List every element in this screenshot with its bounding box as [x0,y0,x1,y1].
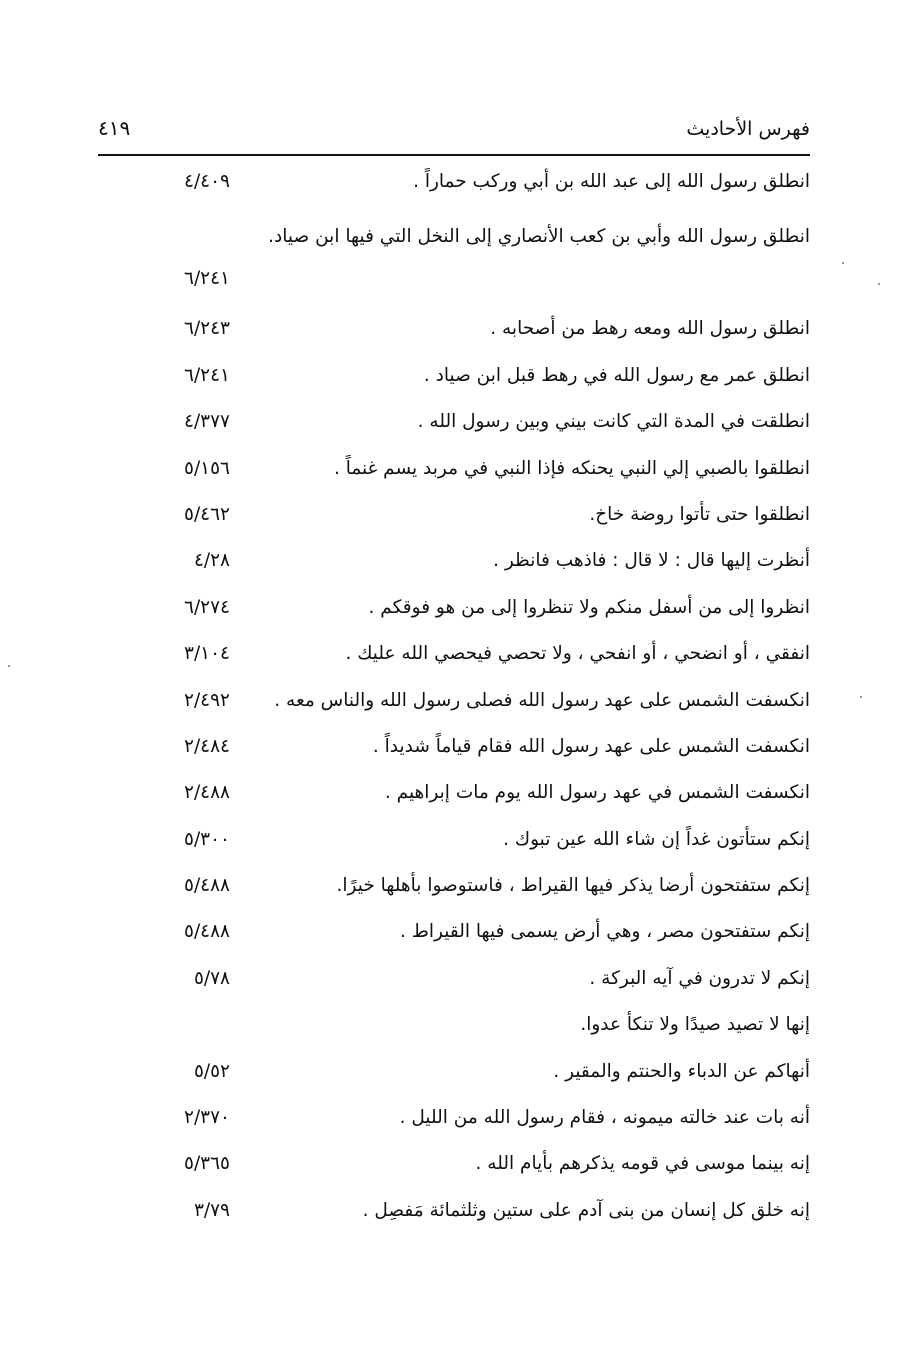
index-entry [160,821,810,867]
hadith-text: إنكم ستفتحون أرضا يذكر فيها القيراط ، فاستوصوا بأهلها خيرًا. [336,875,810,897]
scan-speck [842,262,844,264]
index-entry [160,682,810,728]
index-entry [160,1192,810,1238]
index-entry [160,403,810,449]
hadith-text: انفقي ، أو انضحي ، أو انفحي ، ولا تحصي فيحصي الله عليك . [345,643,810,665]
volume-page-ref: ٥/١٥٦ [184,457,230,479]
hadith-text: إنكم ستفتحون مصر ، وهي أرض يسمى فيها القيراط . [400,921,810,943]
hadith-text: انطلقوا حتى تأتوا روضة خاخ. [589,503,810,525]
hadith-text: انكسفت الشمس على عهد رسول الله فصلى رسول الله والناس معه . [274,689,810,711]
index-entry [160,1145,810,1191]
index-entry [160,960,810,1006]
index-entry [160,357,810,403]
volume-page-ref: ٢/٤٨٨ [184,782,230,804]
hadith-text: انكسفت الشمس على عهد رسول الله فقام قياماً شديداً . [372,735,810,757]
index-entry [160,728,810,774]
hadith-text: إنكم ستأتون غداً إن شاء الله عين تبوك . [503,828,810,850]
volume-page-ref: ٦/٢٤٣ [184,318,230,340]
volume-page-ref: ٥/٤٨٨ [184,875,230,897]
volume-page-ref: ٤/٢٨ [193,550,230,572]
volume-page-ref: ٦/٢٤١ [184,268,230,290]
volume-page-ref: ٤/٣٧٧ [184,411,230,433]
hadith-text: انطلق رسول الله وأبي بن كعب الأنصاري إلى النخل التي فيها ابن صياد. [268,226,810,248]
scan-speck [860,696,862,698]
volume-page-ref: ٢/٣٧٠ [184,1107,230,1129]
volume-page-ref: ٦/٢٤١ [184,364,230,386]
hadith-text: انطلقت في المدة التي كانت بيني وبين رسول الله . [417,411,810,433]
hadith-text: أنظرت إليها قال : لا قال : فاذهب فانظر . [493,550,810,572]
hadith-text: أنه بات عند خالته ميمونه ، فقام رسول الله من الليل . [399,1107,810,1129]
volume-page-ref: ٥/٤٦٢ [184,503,230,525]
volume-page-ref: ٦/٢٧٤ [184,596,230,618]
volume-page-ref: ٥/٥٢ [193,1060,230,1082]
scan-speck [8,665,10,667]
index-entry [160,496,810,542]
index-entry [160,774,810,820]
hadith-text: إنه خلق كل إنسان من بنى آدم على ستين وثلثمائة مَفصِل . [362,1199,810,1221]
volume-page-ref: ٥/٤٨٨ [184,921,230,943]
hadith-index-list [160,163,810,1238]
hadith-text: انطلق عمر مع رسول الله في رهط قبل ابن صياد . [423,364,810,386]
page-number: ٤١٩ [98,116,131,140]
index-entry [160,209,810,310]
header-divider [98,154,810,156]
volume-page-ref: ٢/٤٩٢ [184,689,230,711]
index-entry [160,310,810,356]
index-entry [160,1099,810,1145]
index-entry [160,450,810,496]
hadith-text: أنهاكم عن الدباء والحنتم والمقير . [553,1060,810,1082]
volume-page-ref: ٣/١٠٤ [184,643,230,665]
index-entry [160,913,810,959]
page-header [98,112,810,148]
hadith-text: انطلقوا بالصبي إلي النبي يحنكه فإذا النبي في مربد يسم غنماً . [333,457,810,479]
index-entry [160,542,810,588]
volume-page-ref: ٥/٧٨ [193,967,230,989]
index-entry [160,867,810,913]
scan-speck [878,283,880,285]
volume-page-ref: ٥/٣٠٠ [184,828,230,850]
index-entry [160,635,810,681]
hadith-text: إنه بينما موسى في قومه يذكرهم بأيام الله . [475,1153,810,1175]
volume-page-ref: ٢/٤٨٤ [184,735,230,757]
index-entry [160,163,810,209]
hadith-text: إنها لا تصيد صيدًا ولا تنكأ عدوا. [580,1014,810,1036]
volume-page-ref: ٥/٣٦٥ [184,1153,230,1175]
index-entry [160,1053,810,1099]
index-entry [160,589,810,635]
hadith-text: إنكم لا تدرون في آيه البركة . [589,967,810,989]
volume-page-ref: ٤/٤٠٩ [184,171,230,192]
index-entry [160,1006,810,1052]
hadith-text: انطلق رسول الله إلى عبد الله بن أبي وركب حماراً . [413,171,810,192]
hadith-text: انكسفت الشمس في عهد رسول الله يوم مات إبراهيم . [384,782,810,804]
volume-page-ref: ٣/٧٩ [193,1199,230,1221]
running-title: فهرس الأحاديث [686,118,810,140]
hadith-text: انطلق رسول الله ومعه رهط من أصحابه . [490,318,810,340]
hadith-text: انظروا إلى من أسفل منكم ولا تنظروا إلى من هو فوقكم . [368,596,810,618]
